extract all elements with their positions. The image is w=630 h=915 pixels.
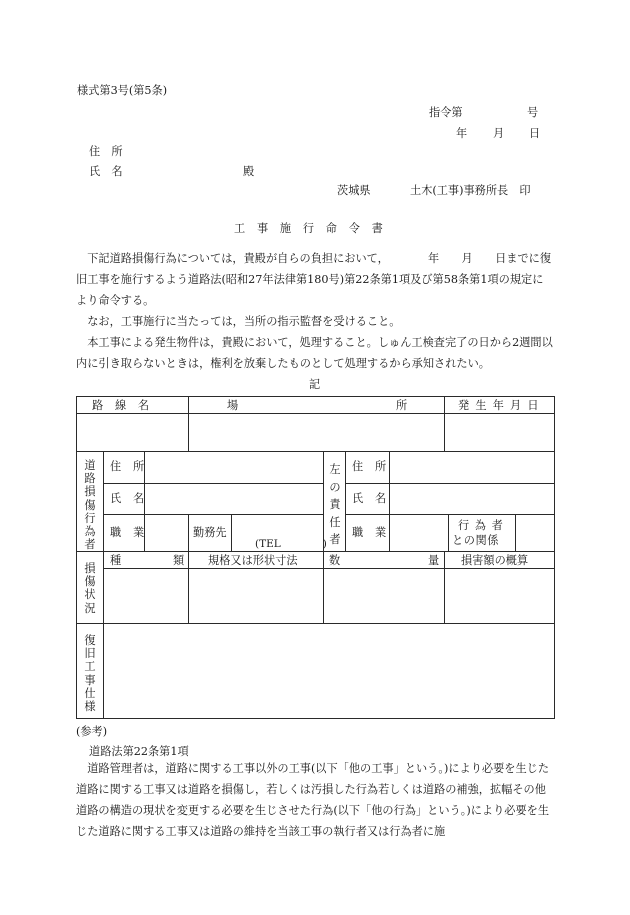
document-title: 工事施行命令書 [234, 222, 395, 235]
restoration-spec-label: 復旧工事仕様 [84, 634, 96, 714]
offender-group-label: 道路損傷行為者 [84, 459, 96, 552]
workplace-label: 勤務先 [193, 526, 227, 539]
honorific: 殿 [243, 165, 255, 178]
relation-label: 行為者 との関係 [452, 519, 509, 547]
date-day: 日 [529, 127, 541, 140]
reference-law: 道路法第22条第1項 [89, 745, 189, 758]
damage-group-label: 損傷状況 [84, 562, 96, 615]
location-header-1: 場 [227, 399, 239, 412]
body-paragraph-2: なお，工事施行に当たっては，当所の指示監督を受けること。 [87, 315, 401, 328]
issuer-prefecture: 茨城県 [337, 184, 371, 197]
kind-header-1: 種 [110, 554, 122, 567]
responsible-group-label: 左の責任者 [329, 463, 341, 546]
offender-occupation-label: 職業 [110, 526, 156, 539]
issuer-office: 土木(工事)事務所長 印 [410, 184, 531, 197]
route-name-header: 路線名 [92, 399, 161, 412]
body-paragraph-1: 下記道路損傷行為については，貴殿が自らの負担において， 年 月 日までに復旧工事を施行するよう道路法(昭和27年法律第180号)第22条第1項及び第58条第1項の規定により命令する。 [76, 252, 552, 307]
date-month: 月 [493, 127, 505, 140]
address-label: 住 所 [89, 145, 123, 158]
reference-label: (参考) [76, 725, 108, 738]
form-number: 様式第3号(第5条) [77, 84, 168, 97]
workplace-tel: (TEL ) [255, 538, 327, 550]
quantity-header-2: 量 [428, 554, 440, 567]
body-paragraph-3: 本工事による発生物件は，貴殿において，処理すること。しゅん工検査完了の日から2週間以内に引き取らないときは，権利を放棄したものとして処理するから承知されたい。 [76, 336, 553, 370]
cost-header: 損害額の概算 [461, 554, 529, 567]
offender-address-label: 住所 [110, 460, 156, 473]
spec-header: 規格又は形状寸法 [208, 554, 298, 567]
ki-heading: 記 [309, 378, 321, 391]
kind-header-2: 類 [173, 554, 185, 567]
location-header-2: 所 [396, 399, 408, 412]
reference-text: 道路管理者は，道路に関する工事以外の工事(以下「他の工事」という。)により必要を生じた道路に関する工事又は道路を損傷し，若しくは汚損した行為若しくは道路の補強，拡幅その他道路の構造の現状を変更する必要を生じさせた行為(以下「他の行為」という。)により必要を生じた道路に関する工事又は道路の維持を当該工事の執行者又は行為者に施 [76, 762, 550, 838]
name-label: 氏 名 [89, 165, 123, 178]
offender-name-label: 氏名 [110, 492, 156, 505]
date-year: 年 [456, 127, 468, 140]
responsible-address-label: 住所 [352, 460, 398, 473]
responsible-name-label: 氏名 [352, 492, 398, 505]
occurrence-date-header: 発生年月日 [458, 399, 545, 412]
order-number-label: 指令第 [429, 106, 463, 119]
order-number-suffix: 号 [527, 106, 539, 119]
responsible-occupation-label: 職業 [352, 526, 398, 539]
quantity-header-1: 数 [329, 554, 341, 567]
